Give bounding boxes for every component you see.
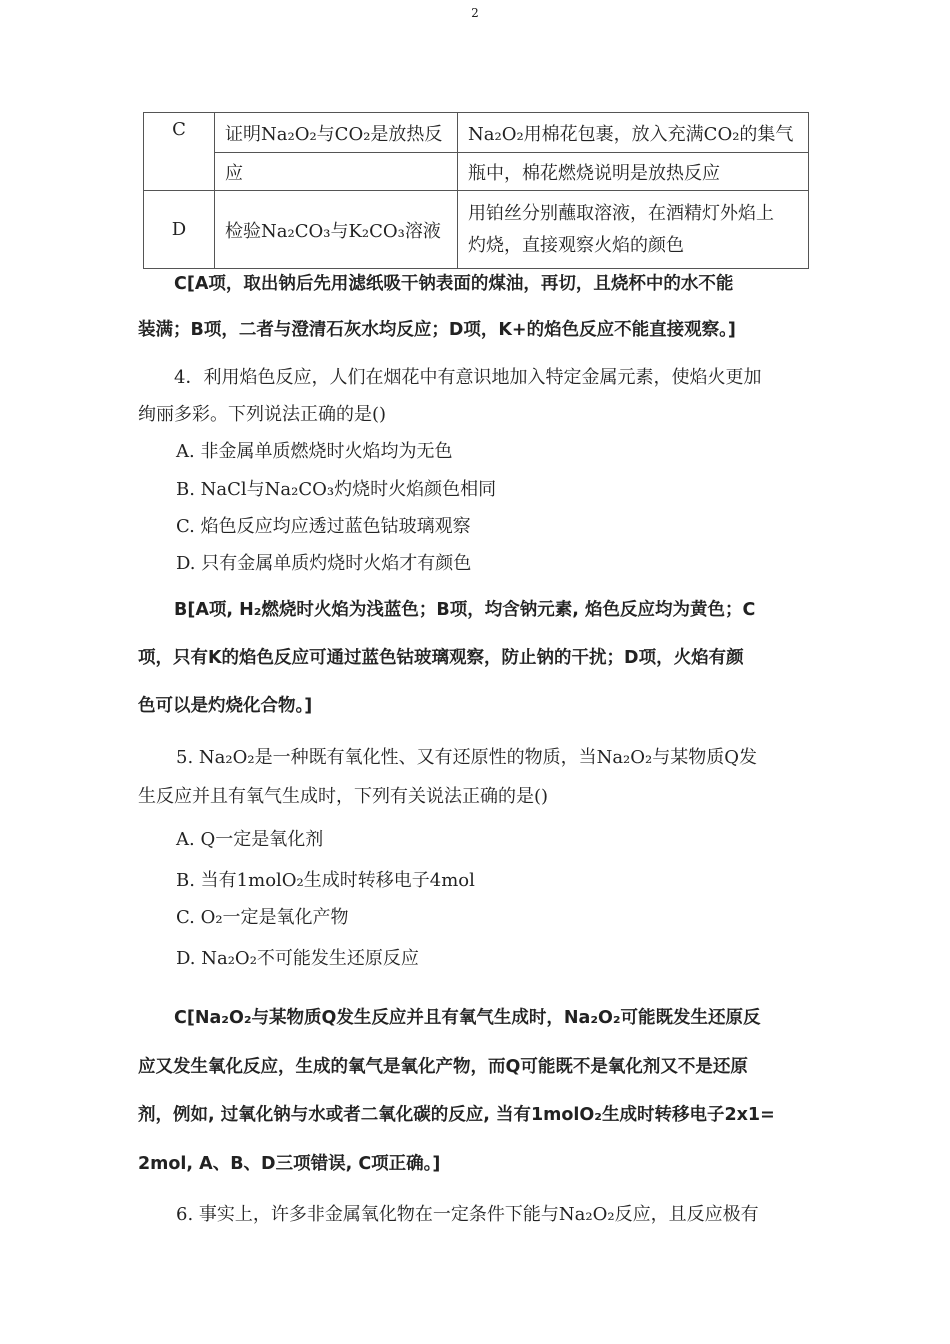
row-label-d: D (144, 191, 215, 269)
answer5-line3: 剂，例如, 过氧化钠与水或者二氧化碳的反应, 当有1molO₂生成时转移电子2x1= (138, 1105, 775, 1125)
row-label-c: C (144, 113, 215, 191)
q5-option-b: B. 当有1molO₂生成时转移电子4mol (176, 870, 475, 891)
q4-stem-line1: 4．利用焰色反应，人们在烟花中有意识地加入特定金属元素，使焰火更加 (174, 367, 762, 388)
page-number: 2 (471, 6, 479, 20)
method-d-line1: 用铂丝分别蘸取溶液，在酒精灯外焰上 (468, 202, 774, 224)
q4-option-c: C. 焰色反应均应透过蓝色钴玻璃观察 (176, 516, 471, 537)
method-d (458, 191, 809, 269)
purpose-c-line2: 应 (215, 153, 458, 191)
q5-stem-line1: 5. Na₂O₂是一种既有氧化性、又有还原性的物质，当Na₂O₂与某物质Q发 (176, 747, 757, 768)
method-c-line2: 瓶中，棉花燃烧说明是放热反应 (458, 153, 809, 191)
table-row (144, 191, 809, 269)
method-c-line1: Na₂O₂用棉花包裹，放入充满CO₂的集气 (458, 113, 809, 153)
answer5-line1: C[Na₂O₂与某物质Q发生反应并且有氧气生成时，Na₂O₂可能既发生还原反 (174, 1008, 761, 1028)
q4-option-b: B. NaCl与Na₂CO₃灼烧时火焰颜色相同 (176, 479, 497, 500)
q6-stem-line1: 6. 事实上，许多非金属氧化物在一定条件下能与Na₂O₂反应，且反应极有 (176, 1204, 759, 1225)
table-row (144, 153, 809, 191)
q4-option-a: A. 非金属单质燃烧时火焰均为无色 (176, 441, 453, 462)
answer5-line4: 2mol, A、B、D三项错误, C项正确。] (138, 1154, 441, 1174)
answer3-line2: 装满；B项，二者与澄清石灰水均反应；D项，K+的焰色反应不能直接观察。] (138, 320, 736, 340)
answer4-line3: 色可以是灼烧化合物。] (138, 696, 313, 716)
answer5-line2: 应又发生氧化反应，生成的氧气是氧化产物，而Q可能既不是氧化剂又不是还原 (138, 1057, 748, 1077)
purpose-c-line1: 证明Na₂O₂与CO₂是放热反 (215, 113, 458, 153)
q5-option-c: C. O₂一定是氧化产物 (176, 907, 349, 928)
q5-option-a: A. Q一定是氧化剂 (176, 829, 324, 850)
q4-stem-line2: 绚丽多彩。下列说法正确的是() (138, 404, 387, 425)
table-row (144, 113, 809, 153)
q4-option-d: D. 只有金属单质灼烧时火焰才有颜色 (176, 553, 472, 574)
q5-stem-line2: 生反应并且有氧气生成时，下列有关说法正确的是() (138, 786, 549, 807)
q5-option-d: D. Na₂O₂不可能发生还原反应 (176, 948, 419, 969)
answer4-line2: 项，只有K的焰色反应可通过蓝色钴玻璃观察，防止钠的干扰；D项，火焰有颜 (138, 648, 744, 668)
method-d-line2: 灼烧，直接观察火焰的颜色 (468, 234, 684, 256)
purpose-d: 检验Na₂CO₃与K₂CO₃溶液 (215, 191, 458, 269)
experiment-table (143, 112, 809, 269)
answer3-line1: C[A项，取出钠后先用滤纸吸干钠表面的煤油，再切，且烧杯中的水不能 (174, 274, 734, 294)
answer4-line1: B[A项, H₂燃烧时火焰为浅蓝色；B项，均含钠元素, 焰色反应均为黄色；C (174, 600, 756, 620)
